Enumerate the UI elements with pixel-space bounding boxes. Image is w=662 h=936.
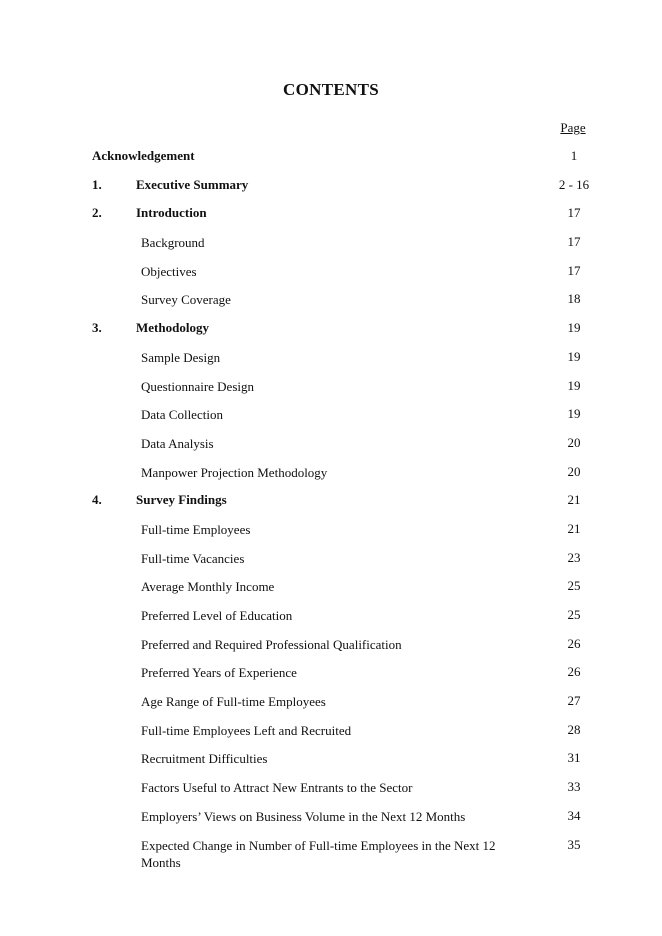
toc-entry-page: 26 <box>567 635 581 651</box>
page-column-header: Page <box>560 120 586 135</box>
toc-entry-label: Preferred Years of Experience <box>141 665 297 681</box>
toc-entry-page: 20 <box>567 434 581 450</box>
toc-entry <box>0 406 662 435</box>
toc-entry <box>0 578 662 607</box>
toc-entry <box>0 550 662 579</box>
toc-entry-page: 26 <box>567 664 581 680</box>
toc-entry-page: 25 <box>567 607 581 622</box>
toc-entry <box>0 521 662 550</box>
toc-entry-page: 17 <box>567 262 581 278</box>
toc-entry-page: 17 <box>567 234 581 250</box>
toc-entry-label: Questionnaire Design <box>141 378 255 394</box>
toc-entry-page: 21 <box>567 492 581 508</box>
toc-entry <box>0 664 662 693</box>
toc-entry-label: Recruitment Difficulties <box>141 751 268 767</box>
toc-entry-label: Manpower Projection Methodology <box>141 464 328 480</box>
toc-entry <box>0 492 662 521</box>
toc-entry <box>0 291 662 320</box>
toc-entry <box>0 636 662 665</box>
toc-entry <box>0 148 662 177</box>
toc-entry-label: Full-time Employees <box>141 521 251 537</box>
toc-entry <box>0 607 662 636</box>
toc-entry <box>0 234 662 263</box>
toc-entry-label: Full-time Employees Left and Recruited <box>141 722 352 738</box>
toc-entry <box>0 177 662 206</box>
toc-entry <box>0 464 662 493</box>
toc-entry-page: 1 <box>570 148 578 163</box>
toc-entry <box>0 808 662 837</box>
toc-entry-label: Expected Change in Number of Full-time Employees in the Next 12 Months <box>141 837 496 870</box>
toc-entry-label: Employers’ Views on Business Volume in the Next 12 Months <box>141 808 466 824</box>
toc-entry-label: Executive Summary <box>136 176 249 192</box>
toc-entry-page: 23 <box>567 549 581 565</box>
toc-entry-page: 2 - 16 <box>558 176 590 192</box>
toc-entry-page: 27 <box>567 693 581 709</box>
toc-entry-label: Average Monthly Income <box>141 579 275 595</box>
toc-entry <box>0 263 662 292</box>
toc-entry <box>0 722 662 751</box>
toc-entry-page: 19 <box>567 348 581 364</box>
toc-entry-page: 17 <box>567 205 581 221</box>
toc-entry-page: 28 <box>567 721 581 737</box>
toc-entry <box>0 779 662 808</box>
toc-entry-page: 35 <box>567 836 581 852</box>
toc-entry-label: Full-time Vacancies <box>141 550 245 566</box>
toc-entry-label: Data Analysis <box>141 435 214 451</box>
toc-entry-label: Preferred and Required Professional Qualification <box>141 636 402 652</box>
toc-entry <box>0 693 662 722</box>
toc-entry-number: 4. <box>92 492 102 508</box>
toc-entry-number: 3. <box>92 320 102 336</box>
toc-entry-label: Objectives <box>141 263 197 279</box>
toc-entry-page: 20 <box>567 463 581 479</box>
toc-entry-label: Survey Findings <box>136 492 227 508</box>
toc-entry <box>0 378 662 407</box>
toc-entry-page: 19 <box>567 320 581 336</box>
toc-entry-page: 33 <box>567 779 581 795</box>
toc-entry-page: 34 <box>567 807 581 823</box>
toc-entry-label: Data Collection <box>141 407 223 423</box>
toc-entry-page: 31 <box>567 750 581 766</box>
toc-entry-page: 21 <box>567 520 581 536</box>
toc-entry-page: 25 <box>567 578 581 594</box>
toc-entry-number: 2. <box>92 205 102 221</box>
toc-entry-label: Methodology <box>136 320 209 336</box>
toc-entry-label: Factors Useful to Attract New Entrants to the Sector <box>141 780 413 796</box>
toc-entry-label: Survey Coverage <box>141 292 231 308</box>
toc-entry-page: 19 <box>567 377 581 393</box>
toc-entry-label: Preferred Level of Education <box>141 608 293 623</box>
toc-entry-page: 19 <box>567 406 581 422</box>
toc-entry-label: Introduction <box>136 205 207 221</box>
toc-entry-number: 1. <box>92 176 102 192</box>
toc-entry-label: Background <box>141 235 205 251</box>
toc-entry <box>0 836 662 870</box>
table-of-contents <box>0 148 662 870</box>
toc-entry-page: 18 <box>567 291 581 307</box>
toc-entry-label: Acknowledgement <box>92 148 195 163</box>
toc-entry <box>0 435 662 464</box>
toc-entry-label: Age Range of Full-time Employees <box>141 694 326 710</box>
toc-entry <box>0 349 662 378</box>
toc-entry-label: Sample Design <box>141 349 221 365</box>
toc-entry <box>0 750 662 779</box>
toc-entry <box>0 205 662 234</box>
page-title: CONTENTS <box>283 80 379 99</box>
toc-entry <box>0 320 662 349</box>
